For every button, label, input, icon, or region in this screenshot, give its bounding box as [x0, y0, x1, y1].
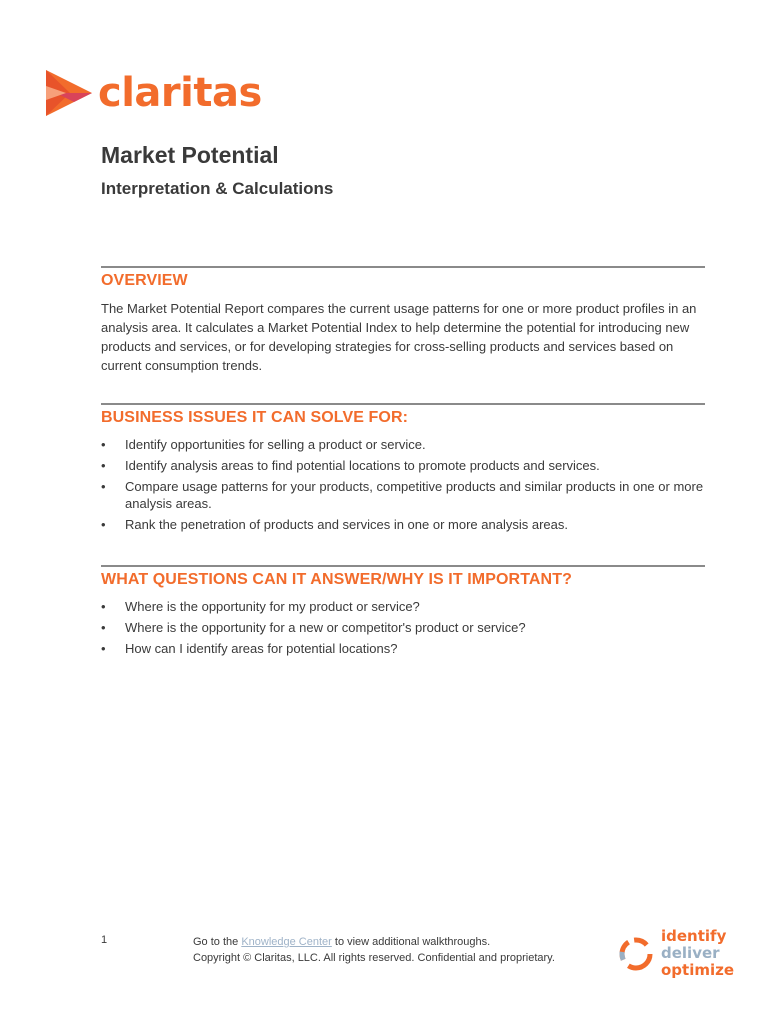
overview-section: [101, 266, 705, 375]
list-item: [101, 640, 705, 657]
list-item: [101, 516, 705, 533]
list-item-text: Compare usage patterns for your products, competitive products and similar products in one or more analysis areas.: [125, 479, 704, 511]
bullet-icon: •: [101, 479, 106, 494]
business-issues-heading: BUSINESS ISSUES IT CAN SOLVE FOR:: [101, 409, 409, 426]
bullet-icon: •: [101, 458, 106, 473]
tagline-logo: [617, 928, 734, 979]
section-divider: [101, 266, 705, 268]
list-item-text: Identify analysis areas to find potential locations to promote products and services.: [125, 458, 600, 473]
copyright-line: Copyright © Claritas, LLC. All rights reserved. Confidential and proprietary.: [193, 952, 555, 964]
section-divider: [101, 403, 705, 405]
footer-prefix: Go to the: [193, 936, 242, 948]
knowledge-center-link[interactable]: Knowledge Center: [241, 936, 332, 948]
list-item-text: Where is the opportunity for my product or service?: [125, 599, 420, 614]
footer-line-1: [193, 934, 555, 950]
bullet-icon: •: [101, 641, 106, 656]
footer-text: [193, 934, 555, 966]
page-subtitle: Interpretation & Calculations: [101, 179, 334, 198]
ring-icon: [617, 935, 655, 973]
business-issues-section: [101, 403, 705, 537]
claritas-arrow-icon: [44, 68, 94, 118]
questions-heading: WHAT QUESTIONS CAN IT ANSWER/WHY IS IT IMPORTANT?: [101, 571, 572, 588]
list-item: [101, 457, 705, 474]
claritas-logo: [44, 68, 262, 118]
questions-section: [101, 565, 705, 661]
questions-list: [101, 598, 705, 657]
page-title: Market Potential: [101, 142, 279, 168]
list-item-text: Rank the penetration of products and services in one or more analysis areas.: [125, 517, 568, 532]
list-item: [101, 436, 705, 453]
list-item: [101, 598, 705, 615]
page-number: 1: [101, 934, 108, 946]
list-item: [101, 478, 705, 512]
tagline-words: [661, 928, 734, 979]
section-divider: [101, 565, 705, 567]
bullet-icon: •: [101, 599, 106, 614]
business-issues-list: [101, 436, 705, 533]
claritas-wordmark: claritas: [98, 70, 262, 116]
tagline-identify: identify: [661, 927, 727, 945]
tagline-deliver: deliver: [661, 944, 720, 962]
footer-suffix: to view additional walkthroughs.: [331, 936, 491, 948]
list-item-text: Where is the opportunity for a new or competitor's product or service?: [125, 620, 526, 635]
list-item: [101, 619, 705, 636]
list-item-text: Identify opportunities for selling a product or service.: [125, 437, 426, 452]
overview-body: The Market Potential Report compares the current usage patterns for one or more product profiles in an analysis area. It calculates a Market Potential Index to help determine the potential for introducing new products and services, or for developing strategies for cross-selling products and services based on current consumption trends.: [101, 301, 697, 373]
overview-heading: OVERVIEW: [101, 272, 188, 289]
bullet-icon: •: [101, 620, 106, 635]
bullet-icon: •: [101, 437, 106, 452]
bullet-icon: •: [101, 517, 106, 532]
list-item-text: How can I identify areas for potential locations?: [125, 641, 398, 656]
tagline-optimize: optimize: [661, 961, 735, 979]
